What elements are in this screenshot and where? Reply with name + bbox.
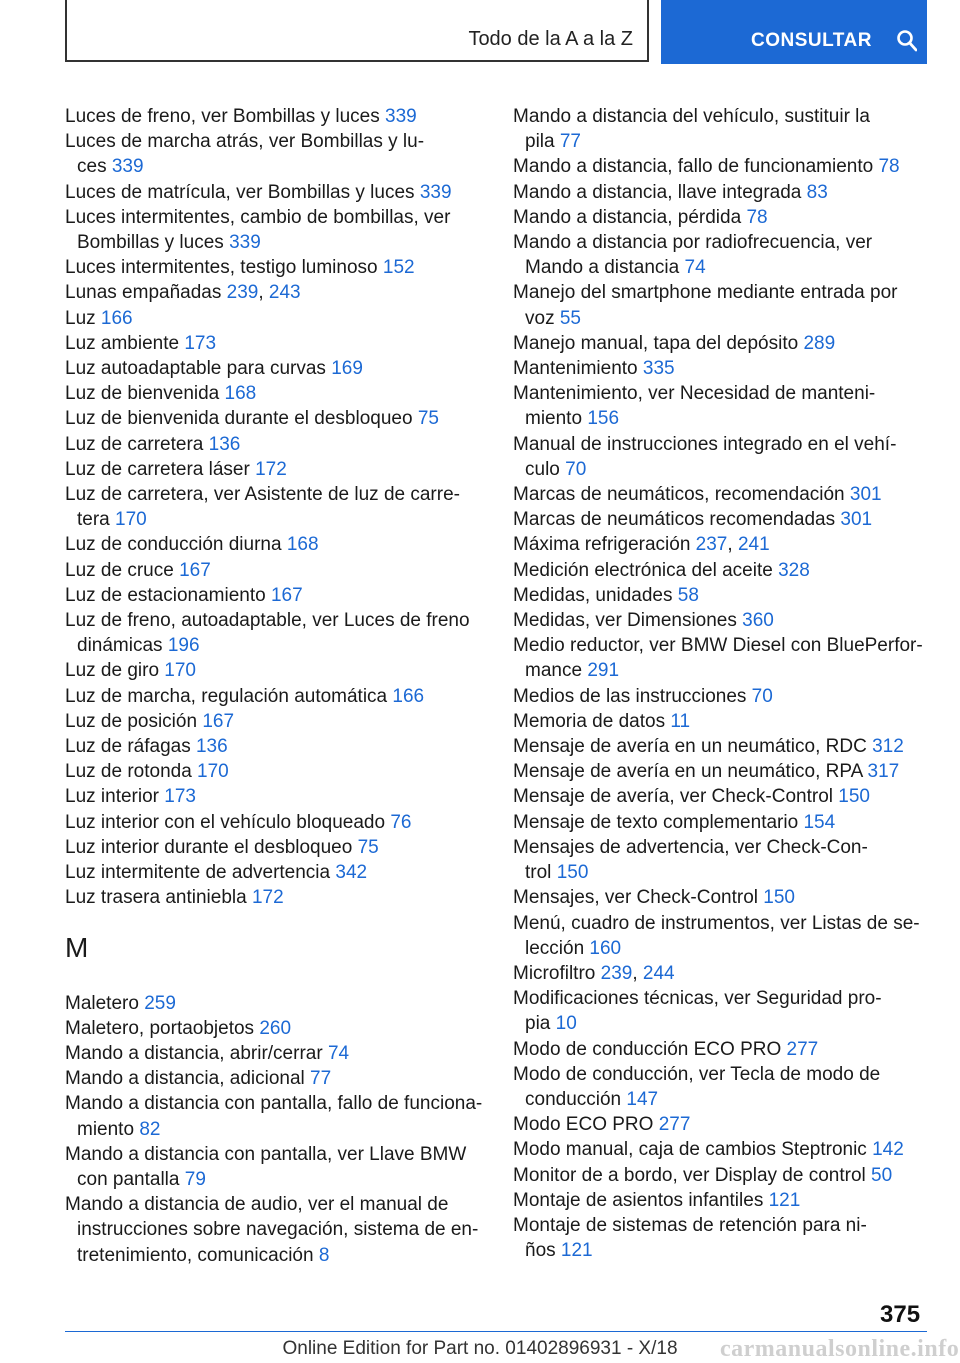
page-link[interactable]: 173 [164, 786, 196, 808]
index-entry-text: Medidas, unidades [513, 584, 678, 606]
page-link[interactable]: 168 [286, 534, 319, 556]
index-entry [65, 306, 485, 331]
index-entry-text: Montaje de asientos infantiles [513, 1189, 769, 1211]
index-entry [513, 986, 933, 1036]
index-entry [513, 356, 933, 381]
watermark-logo: carmanualsonline.info [720, 1336, 960, 1362]
search-icon [897, 30, 917, 52]
page-link[interactable]: 289 [803, 332, 836, 354]
page-link[interactable]: 244 [642, 962, 675, 984]
page-link[interactable]: 74 [327, 1042, 350, 1064]
index-entry [513, 1062, 933, 1112]
index-entry-text: Luz de ráfagas [65, 736, 196, 758]
page-link[interactable]: 150 [763, 887, 795, 909]
index-entry-text: Luz autoadaptable para curvas [65, 358, 332, 380]
page-link[interactable]: 259 [144, 992, 176, 1014]
index-entry [65, 482, 485, 532]
index-entry-text: Mando a distancia por radiofrecuencia, ver Mando a distancia [513, 232, 873, 279]
page-link[interactable]: 243 [268, 282, 301, 304]
index-entry-text: Medidas, ver Dimensiones [513, 610, 743, 632]
index-entry-text: Luz trasera antiniebla [65, 887, 252, 909]
index-entry [65, 180, 485, 205]
index-entry-text: Marcas de neumáticos, recomendación [513, 484, 850, 506]
index-entry [513, 1213, 933, 1263]
index-entry-text: Luz de carretera, ver Asistente de luz de carre‐ tera [65, 484, 460, 531]
index-entry [513, 1137, 933, 1162]
index-entry [65, 784, 485, 809]
index-entry [513, 331, 933, 356]
index-entry [513, 885, 933, 910]
page-link[interactable]: 160 [589, 937, 622, 959]
index-entry-text: Mantenimiento, ver Necesidad de manteni‐ miento [513, 383, 876, 430]
index-entry-text: Modo de conducción ECO PRO [513, 1038, 787, 1060]
page-link[interactable]: 173 [184, 332, 217, 354]
index-entry-text: Mensaje de texto complementario [513, 811, 804, 833]
index-entry-text: Luces de matrícula, ver Bombillas y luces [65, 181, 420, 203]
page-link[interactable]: 150 [838, 786, 870, 808]
index-entry [65, 991, 485, 1016]
index-entry [65, 1142, 485, 1192]
index-entry [65, 583, 485, 608]
index-entry [65, 1192, 485, 1268]
page-link[interactable]: 169 [331, 358, 363, 380]
index-entry [513, 608, 933, 633]
page-link[interactable]: 79 [184, 1168, 206, 1190]
index-entry [65, 658, 485, 683]
index-entry-text: Máxima refrigeración [513, 534, 696, 556]
page-link[interactable]: 170 [164, 660, 196, 682]
index-entry-text: Luz intermitente de advertencia [65, 862, 336, 884]
page-link[interactable]: 166 [392, 685, 425, 707]
index-entry [65, 1066, 485, 1091]
index-entry-text: Mensajes, ver Check-Control [513, 887, 764, 909]
index-entry [513, 911, 933, 961]
page-link[interactable]: 121 [560, 1240, 593, 1262]
page-link[interactable]: 82 [139, 1118, 161, 1140]
page-link[interactable]: 55 [559, 307, 581, 329]
page-link[interactable]: 291 [587, 660, 620, 682]
index-column-right [513, 104, 933, 1263]
index-entry [65, 406, 485, 431]
page-link[interactable]: 301 [840, 509, 873, 531]
page-link[interactable]: 11 [670, 710, 691, 732]
index-entry-text: Luz de giro [65, 660, 165, 682]
index-entry-text: Luz ambiente [65, 332, 185, 354]
index-entry [513, 734, 933, 759]
page-link[interactable]: 10 [555, 1013, 577, 1035]
index-entry-text: Luz de marcha, regulación automática [65, 685, 393, 707]
index-entry [65, 709, 485, 734]
index-entry [65, 432, 485, 457]
index-entry-text: Medición electrónica del aceite [513, 559, 779, 581]
index-entry [513, 784, 933, 809]
page-link[interactable]: 154 [803, 811, 836, 833]
index-entry-text: Luz de bienvenida durante el desbloqueo [65, 408, 418, 430]
page-link[interactable]: 239 [226, 282, 259, 304]
tab-todo-label: Todo de la A a la Z [468, 28, 633, 50]
index-entry [513, 810, 933, 835]
index-entry-text: Mando a distancia con pantalla, fallo de funciona‐ miento [65, 1093, 483, 1140]
page-link[interactable]: 170 [197, 761, 229, 783]
page-link[interactable]: 168 [224, 383, 257, 405]
index-entry [65, 885, 485, 910]
index-entry [513, 1037, 933, 1062]
page-link[interactable]: 136 [208, 433, 241, 455]
index-entry [513, 583, 933, 608]
index-entry [65, 205, 485, 255]
index-entry [513, 230, 933, 280]
page-link[interactable]: 335 [642, 358, 675, 380]
page-link[interactable]: 70 [751, 685, 773, 707]
tab-consultar-label: CONSULTAR [751, 30, 872, 51]
index-entry [513, 709, 933, 734]
index-entry [513, 104, 933, 154]
index-entry-text: Maletero, portaobjetos [65, 1017, 260, 1039]
index-entry [65, 532, 485, 557]
page-link[interactable]: 77 [310, 1068, 332, 1090]
index-entry-text: Luz de conducción diurna [65, 534, 287, 556]
index-entry [65, 129, 485, 179]
page-link[interactable]: 317 [867, 761, 900, 783]
index-entry [65, 255, 485, 280]
index-entry-text: Luces intermitentes, cambio de bombillas, ver Bombillas y luces [65, 206, 451, 254]
index-entry [65, 734, 485, 759]
page-link[interactable]: 312 [872, 736, 904, 758]
page-link[interactable]: 147 [626, 1088, 659, 1110]
index-entry-text: Mensajes de advertencia, ver Check-Con‐ trol [513, 836, 868, 884]
page-link[interactable]: 172 [251, 887, 284, 909]
index-entry [65, 1091, 485, 1141]
index-entry [65, 1041, 485, 1066]
index-entry [65, 381, 485, 406]
index-entry-text: Mantenimiento [513, 358, 643, 380]
page-link[interactable]: 360 [742, 610, 774, 632]
index-entry [513, 205, 933, 230]
page-link[interactable]: 77 [559, 131, 581, 153]
index-entry-text: Luz [65, 307, 101, 329]
index-entry-text: Luces de freno, ver Bombillas y luces [65, 106, 385, 127]
index-entry-text: Monitor de a bordo, ver Display de control [513, 1164, 872, 1186]
page-link[interactable]: 339 [385, 106, 417, 127]
page-number: 375 [880, 1301, 921, 1328]
index-entry-text: Mando a distancia, adicional [65, 1068, 311, 1090]
page-link[interactable]: 83 [806, 181, 828, 203]
index-entry-text: Medio reductor, ver BMW Diesel con BluePerfor‐ mance [513, 635, 923, 682]
index-entry-text: Luz de carretera [65, 433, 209, 455]
index-entry-text: Modo de conducción, ver Tecla de modo de conducción [513, 1063, 881, 1110]
index-entry [65, 356, 485, 381]
index-entry-text: Mando a distancia con pantalla, ver Llave BMW con pantalla [65, 1143, 467, 1190]
page-link[interactable]: 167 [202, 710, 235, 732]
index-entry-text: Medios de las instrucciones [513, 685, 752, 707]
index-entry-text: Mensaje de avería, ver Check-Control [513, 786, 839, 808]
page-link[interactable]: 277 [658, 1114, 691, 1136]
tab-consultar[interactable] [661, 0, 927, 64]
index-entry-text: Mando a distancia de audio, ver el manual de instrucciones sobre navegación, sistema de en‐ tretenimiento, comunicación [65, 1194, 479, 1266]
index-entry-text: Manual de instrucciones integrado en el vehí‐ culo [513, 433, 897, 480]
page-link[interactable]: 50 [871, 1164, 893, 1186]
page-link[interactable]: 277 [786, 1038, 819, 1060]
page-link[interactable]: 339 [419, 181, 452, 203]
index-entry-text: Mando a distancia, fallo de funcionamiento [513, 156, 879, 178]
page-link[interactable]: 339 [229, 232, 261, 254]
index-entry [513, 684, 933, 709]
index-entry-text: Maletero [65, 992, 145, 1014]
index-entry-text: Luz de rotonda [65, 761, 198, 783]
page-link[interactable]: 150 [556, 862, 589, 884]
index-entry-text: Lunas empañadas [65, 282, 227, 304]
index-entry-text: Luces intermitentes, testigo luminoso [65, 257, 383, 279]
index-entry-text: Luz interior con el vehículo bloqueado [65, 811, 391, 833]
page-link[interactable]: 156 [587, 408, 620, 430]
index-entry-text: Menú, cuadro de instrumentos, ver Listas de se‐ lección [513, 912, 920, 959]
section-letter: M [65, 931, 89, 963]
index-entry-text: Montaje de sistemas de retención para ni‐ ños [513, 1214, 867, 1262]
index-entry: Máxima refrigeración 237, 241 [513, 534, 770, 556]
page-link[interactable]: 78 [878, 156, 900, 178]
index-entry-text: Luz de carretera láser [65, 458, 256, 480]
index-entry-text: Memoria de datos [513, 710, 671, 732]
index-entry-text: Modo ECO PRO [513, 1114, 659, 1136]
index-entry [65, 860, 485, 885]
index-entry: Microfiltro 239, 244 [513, 962, 675, 984]
index-entry-text: Mando a distancia, abrir/cerrar [65, 1042, 328, 1064]
page-link[interactable]: 136 [195, 736, 228, 758]
index-entry [513, 154, 933, 179]
page-link[interactable]: 142 [872, 1139, 904, 1161]
page-link[interactable]: 70 [565, 458, 587, 480]
index-entry-text: Mando a distancia, pérdida [513, 206, 747, 228]
page-link[interactable]: 167 [179, 559, 211, 581]
index-entry-text: Marcas de neumáticos recomendadas [513, 509, 841, 531]
index-entry [513, 1188, 933, 1213]
index-entry-text: Manejo del smartphone mediante entrada por voz [513, 282, 898, 329]
page-link[interactable]: 167 [270, 584, 303, 606]
page-link[interactable]: 76 [390, 811, 412, 833]
page-link[interactable]: 172 [255, 458, 287, 480]
index-entry [513, 381, 933, 431]
index-entry-text: Luz interior durante el desbloqueo [65, 836, 358, 858]
index-entry: Lunas empañadas 239, 243 [65, 282, 301, 304]
page-link[interactable]: 237 [695, 534, 728, 556]
index-column-left [65, 104, 485, 1268]
page-link[interactable]: 342 [335, 862, 368, 884]
index-entry [513, 1163, 933, 1188]
page-link[interactable]: 58 [677, 584, 699, 606]
index-entry [513, 1112, 933, 1137]
index-entry [65, 331, 485, 356]
index-entry [513, 507, 933, 532]
index-entry [513, 558, 933, 583]
index-entry-text: Modificaciones técnicas, ver Seguridad pro‐ pia [513, 988, 882, 1035]
index-entry-text: Luz de bienvenida [65, 383, 225, 405]
index-entry-text: Luz de freno, autoadaptable, ver Luces de freno dinámicas [65, 610, 470, 657]
page-link[interactable]: 239 [600, 962, 633, 984]
page-link[interactable]: 75 [357, 836, 379, 858]
index-entry [65, 608, 485, 658]
index-entry [513, 180, 933, 205]
index-entry [513, 482, 933, 507]
page-link[interactable]: 328 [778, 559, 810, 581]
footer-edition: Online Edition for Part no. 01402896931 - X/18 [282, 1338, 678, 1359]
index-entry-text: Luz de estacionamiento [65, 584, 271, 606]
index-entry-text: Luz interior [65, 786, 165, 808]
index-entry-text: Luces de marcha atrás, ver Bombillas y lu‐ ces [65, 131, 425, 178]
index-entry [513, 759, 933, 784]
index-entry-text: Microfiltro [513, 962, 601, 984]
page-link[interactable]: 166 [100, 307, 133, 329]
index-entry [513, 432, 933, 482]
page-link[interactable]: 339 [111, 156, 144, 178]
index-entry [65, 810, 485, 835]
page-link[interactable]: 301 [849, 484, 882, 506]
index-entry [65, 684, 485, 709]
index-entry-text: Luz de posición [65, 710, 203, 732]
index-entry [513, 835, 933, 885]
index-entry-text: Modo manual, caja de cambios Steptronic [513, 1139, 873, 1161]
page-link[interactable]: 121 [768, 1189, 801, 1211]
index-entry-text: Manejo manual, tapa del depósito [513, 332, 804, 354]
tab-todo-a-z[interactable] [65, 0, 649, 62]
page-link[interactable]: 74 [684, 257, 706, 279]
index-entry-text: Mensaje de avería en un neumático, RDC [513, 736, 873, 758]
page-link[interactable]: 152 [382, 257, 415, 279]
page-link[interactable]: 260 [259, 1017, 292, 1039]
page-link[interactable]: 170 [115, 509, 147, 531]
index-entry [65, 457, 485, 482]
index-entry [65, 835, 485, 860]
footer-divider [65, 1331, 927, 1332]
index-entry [65, 759, 485, 784]
index-entry [513, 633, 933, 683]
page-link[interactable]: 75 [417, 408, 439, 430]
index-entry [65, 1016, 485, 1041]
page-link[interactable]: 241 [737, 534, 770, 556]
index-entry-text: Mando a distancia, llave integrada [513, 181, 807, 203]
page-link[interactable]: 78 [746, 206, 768, 228]
index-entry-text: Mensaje de avería en un neumático, RPA [513, 761, 868, 783]
page-link[interactable]: 196 [167, 635, 200, 657]
index-entry [65, 104, 485, 129]
index-entry [513, 280, 933, 330]
index-entry-text: Luz de cruce [65, 559, 180, 581]
page-link[interactable]: 8 [318, 1244, 330, 1266]
index-entry [65, 558, 485, 583]
top-navigation [65, 0, 927, 64]
index-entry-text: Mando a distancia del vehículo, sustituir la pila [513, 106, 870, 153]
